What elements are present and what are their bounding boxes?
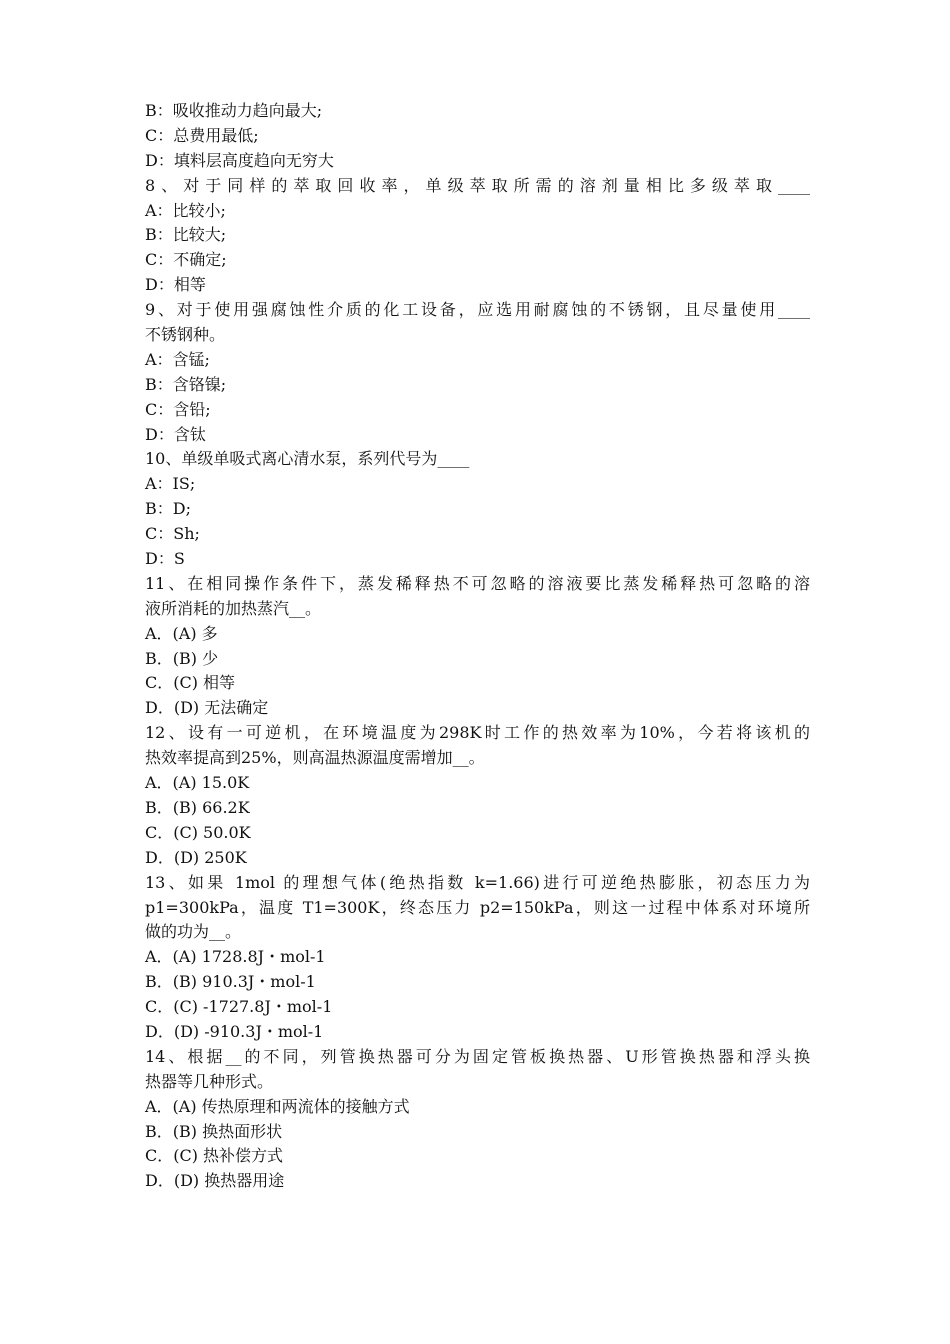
option-line: B．(B) 少 [145, 648, 219, 668]
option-line: D：填料层高度趋向无穷大 [145, 150, 334, 170]
option-line: A：含锰; [145, 349, 210, 369]
option-line: D．(D) 250K [145, 847, 247, 867]
option-line: A．(A) 多 [145, 623, 218, 643]
option-line: A．(A) 15.0K [145, 773, 250, 793]
option-line: A：IS; [145, 474, 196, 494]
option-line: A．(A) 传热原理和两流体的接触方式 [145, 1096, 410, 1116]
option-line: B．(B) 66.2K [145, 797, 250, 817]
option-line: B：比较大; [145, 225, 227, 245]
option-line: B：含铬镍; [145, 374, 227, 394]
option-line: D．(D) -910.3J・mol-1 [145, 1021, 324, 1041]
question-line: 液所消耗的加热蒸汽__。 [145, 598, 322, 618]
option-line: C．(C) -1727.8J・mol-1 [145, 997, 333, 1017]
question-line: p1=300kPa，温度 T1=300K，终态压力 p2=150kPa，则这一过程中体系对环境所 [145, 897, 810, 917]
option-line: A：比较小; [145, 200, 226, 220]
question-line: 不锈钢种。 [145, 325, 226, 345]
option-line: C：总费用最低; [145, 125, 259, 145]
question-line: 热效率提高到25%，则高温热源温度需增加__。 [145, 748, 485, 768]
option-line: D：S [145, 549, 185, 569]
question-line: 做的功为__。 [145, 922, 242, 942]
question-line: 10、单级单吸式离心清水泵，系列代号为____ [145, 449, 470, 469]
question-line: 8、对于同样的萃取回收率，单级萃取所需的溶剂量相比多级萃取____ [145, 175, 810, 195]
option-line: D．(D) 无法确定 [145, 698, 269, 718]
option-line: C．(C) 50.0K [145, 822, 251, 842]
question-line: 热器等几种形式。 [145, 1071, 274, 1091]
option-line: B．(B) 910.3J・mol-1 [145, 972, 316, 992]
question-line: 9、对于使用强腐蚀性介质的化工设备，应选用耐腐蚀的不锈钢，且尽量使用____ [145, 300, 810, 320]
document-page [145, 99, 810, 1194]
option-line: C．(C) 相等 [145, 673, 236, 693]
option-line: C：含铅; [145, 399, 211, 419]
question-line: 14、根据__的不同，列管换热器可分为固定管板换热器、U形管换热器和浮头换 [145, 1046, 810, 1066]
question-line: 12、设有一可逆机，在环境温度为298K时工作的热效率为10%，今若将该机的 [145, 723, 810, 743]
question-line: 13、如果 1mol 的理想气体(绝热指数 k=1.66)进行可逆绝热膨胀，初态压力为 [145, 872, 810, 892]
option-line: D：相等 [145, 275, 206, 295]
option-line: C：不确定; [145, 250, 227, 270]
question-line: 11、在相同操作条件下，蒸发稀释热不可忽略的溶液要比蒸发稀释热可忽略的溶 [145, 573, 810, 593]
option-line: C：Sh; [145, 524, 200, 544]
option-line: B：吸收推动力趋向最大; [145, 101, 323, 120]
option-line: D：含钛 [145, 424, 206, 444]
option-line: A．(A) 1728.8J・mol-1 [145, 947, 326, 967]
option-line: B．(B) 换热面形状 [145, 1121, 283, 1141]
option-line: C．(C) 热补偿方式 [145, 1146, 284, 1166]
option-line: B：D; [145, 499, 191, 519]
option-line: D．(D) 换热器用途 [145, 1171, 285, 1191]
